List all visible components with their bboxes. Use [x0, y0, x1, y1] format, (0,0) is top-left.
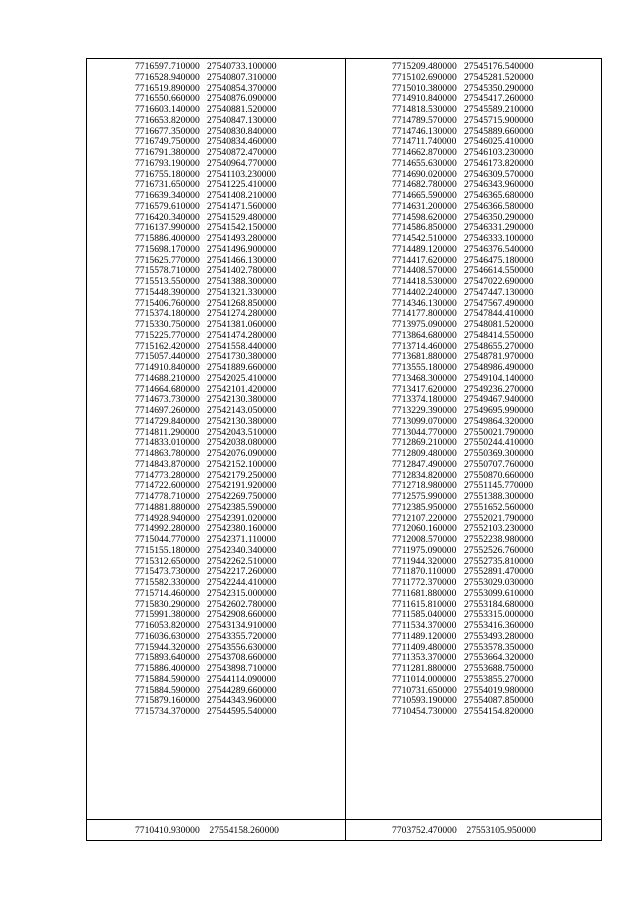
x-coordinate: 7715225.770000	[135, 329, 200, 341]
y-coordinate: 27541381.060000	[207, 319, 277, 330]
y-coordinate: 27542217.260000	[207, 566, 277, 578]
x-coordinate: 7715886.400000	[135, 663, 200, 674]
x-coordinate: 7714665.590000	[392, 190, 457, 201]
x-coordinate: 7714688.210000	[135, 372, 200, 384]
x-coordinate: 7713044.770000	[392, 426, 457, 438]
y-coordinate: 27547567.490000	[464, 297, 534, 309]
y-coordinate: 27542043.510000	[207, 426, 277, 438]
x-coordinate: 7714664.680000	[135, 383, 200, 395]
x-coordinate: 7715991.380000	[135, 609, 200, 621]
y-coordinate: 27542152.100000	[207, 458, 277, 470]
x-coordinate: 7715044.770000	[135, 534, 200, 545]
y-coordinate: 27548781.970000	[464, 351, 534, 363]
x-coordinate: 7714346.130000	[392, 297, 457, 309]
y-coordinate: 27551145.770000	[464, 480, 534, 492]
x-coordinate: 7716528.940000	[135, 71, 200, 83]
y-coordinate: 27552021.790000	[464, 512, 534, 524]
x-coordinate: 7716749.750000	[135, 136, 200, 148]
x-coordinate: 7716677.350000	[135, 125, 200, 137]
coordinate-row	[392, 589, 534, 600]
x-coordinate: 7715944.320000	[135, 641, 200, 653]
x-coordinate: 7714690.020000	[392, 168, 457, 180]
x-coordinate: 7713714.460000	[392, 340, 457, 352]
x-coordinate: 7716755.180000	[135, 168, 200, 180]
y-coordinate: 27552735.810000	[464, 555, 534, 567]
x-coordinate: 7716519.890000	[135, 82, 200, 94]
x-coordinate: 7716036.630000	[135, 630, 200, 642]
x-coordinate: 7714746.130000	[392, 125, 457, 137]
x-coordinate: 7715698.170000	[135, 243, 200, 255]
y-coordinate: 27541225.410000	[207, 179, 277, 191]
coordinate-row	[135, 73, 277, 84]
x-coordinate: 7714417.620000	[392, 254, 457, 266]
x-coordinate: 7716791.380000	[135, 147, 200, 158]
coordinate-row	[135, 632, 277, 643]
coordinate-row	[392, 632, 534, 643]
y-coordinate: 27542380.160000	[207, 523, 277, 535]
coordinate-row	[392, 546, 534, 557]
x-coordinate: 7713468.300000	[392, 372, 457, 384]
x-coordinate: 7710454.730000	[392, 706, 457, 717]
y-coordinate: 27542038.080000	[207, 437, 277, 449]
coordinate-row	[135, 417, 277, 428]
x-coordinate: 7714418.530000	[392, 276, 457, 287]
y-coordinate: 27542908.660000	[207, 609, 277, 621]
y-coordinate: 27542101.420000	[207, 383, 277, 395]
y-coordinate: 27547022.690000	[464, 276, 534, 287]
x-coordinate: 7715886.400000	[135, 233, 200, 244]
x-coordinate: 7712060.160000	[392, 523, 457, 535]
footer-right-x: 7703752.470000	[392, 825, 457, 836]
y-coordinate: 27546173.820000	[464, 157, 534, 169]
x-coordinate: 7715448.390000	[135, 286, 200, 298]
x-coordinate: 7716053.820000	[135, 620, 200, 631]
y-coordinate: 27541529.480000	[207, 211, 277, 223]
x-coordinate: 7714402.240000	[392, 286, 457, 298]
x-coordinate: 7714811.290000	[135, 426, 200, 438]
y-coordinate: 27541321.330000	[207, 286, 277, 298]
y-coordinate: 27542340.340000	[207, 544, 277, 556]
x-coordinate: 7713417.620000	[392, 383, 457, 395]
x-coordinate: 7714722.600000	[135, 480, 200, 492]
y-coordinate: 27552891.470000	[464, 566, 534, 578]
x-coordinate: 7714833.010000	[135, 437, 200, 449]
y-coordinate: 27546366.580000	[464, 200, 534, 212]
x-coordinate: 7714843.870000	[135, 458, 200, 470]
x-coordinate: 7715625.770000	[135, 254, 200, 266]
coordinate-row	[392, 460, 534, 471]
y-coordinate: 27552103.230000	[464, 523, 534, 535]
x-coordinate: 7711585.040000	[392, 609, 457, 621]
y-coordinate: 27541493.280000	[207, 233, 277, 244]
footer-left-x: 7710410.930000	[135, 825, 200, 836]
y-coordinate: 27542130.380000	[207, 415, 277, 427]
x-coordinate: 7710731.650000	[392, 684, 457, 696]
y-coordinate: 27545589.210000	[464, 104, 534, 115]
y-coordinate: 27549104.140000	[464, 372, 534, 384]
y-coordinate: 27542179.250000	[207, 469, 277, 481]
left-coordinate-column	[135, 62, 277, 718]
x-coordinate: 7716793.190000	[135, 157, 200, 169]
y-coordinate: 27548081.520000	[464, 319, 534, 330]
x-coordinate: 7711975.090000	[392, 544, 457, 556]
x-coordinate: 7711681.880000	[392, 587, 457, 599]
y-coordinate: 27545715.900000	[464, 114, 534, 126]
x-coordinate: 7714910.840000	[135, 362, 200, 373]
footer-right-y: 27553105.950000	[466, 825, 536, 836]
x-coordinate: 7714177.800000	[392, 308, 457, 320]
y-coordinate: 27546025.410000	[464, 136, 534, 148]
y-coordinate: 27542130.380000	[207, 394, 277, 406]
x-coordinate: 7714863.780000	[135, 448, 200, 459]
x-coordinate: 7716597.710000	[135, 61, 200, 72]
y-coordinate: 27544289.660000	[207, 684, 277, 696]
x-coordinate: 7714773.280000	[135, 469, 200, 481]
y-coordinate: 27542385.590000	[207, 501, 277, 513]
coordinate-row	[392, 73, 534, 84]
x-coordinate: 7711014.000000	[392, 673, 457, 685]
coordinate-row	[135, 331, 277, 342]
x-coordinate: 7714586.850000	[392, 222, 457, 234]
y-coordinate: 27543708.660000	[207, 652, 277, 664]
y-coordinate: 27543556.630000	[207, 641, 277, 653]
x-coordinate: 7715893.640000	[135, 652, 200, 664]
x-coordinate: 7711409.480000	[392, 641, 457, 653]
y-coordinate: 27553416.360000	[464, 620, 534, 631]
x-coordinate: 7715513.550000	[135, 276, 200, 287]
y-coordinate: 27546614.550000	[464, 265, 534, 277]
y-coordinate: 27541471.560000	[207, 200, 277, 212]
y-coordinate: 27542602.780000	[207, 598, 277, 610]
y-coordinate: 27546309.570000	[464, 168, 534, 180]
y-coordinate: 27546333.100000	[464, 233, 534, 244]
footer-left-y: 27554158.260000	[209, 825, 279, 836]
coordinate-row	[135, 589, 277, 600]
x-coordinate: 7714711.740000	[392, 136, 457, 148]
y-coordinate: 27545889.660000	[464, 125, 534, 137]
y-coordinate: 27540847.130000	[207, 114, 277, 126]
y-coordinate: 27543898.710000	[207, 663, 277, 674]
x-coordinate: 7713099.070000	[392, 415, 457, 427]
x-coordinate: 7712834.820000	[392, 469, 457, 481]
y-coordinate: 27540834.460000	[207, 136, 277, 148]
y-coordinate: 27540854.370000	[207, 82, 277, 94]
y-coordinate: 27549695.990000	[464, 405, 534, 416]
y-coordinate: 27549467.940000	[464, 394, 534, 406]
x-coordinate: 7714542.510000	[392, 233, 457, 244]
y-coordinate: 27542076.090000	[207, 448, 277, 459]
x-coordinate: 7714881.880000	[135, 501, 200, 513]
x-coordinate: 7712107.220000	[392, 512, 457, 524]
coordinate-row	[392, 116, 534, 127]
x-coordinate: 7713864.680000	[392, 329, 457, 341]
y-coordinate: 27541542.150000	[207, 222, 277, 234]
y-coordinate: 27552526.760000	[464, 544, 534, 556]
coordinate-row	[392, 675, 534, 686]
x-coordinate: 7715162.420000	[135, 340, 200, 352]
y-coordinate: 27553578.350000	[464, 641, 534, 653]
x-coordinate: 7716420.340000	[135, 211, 200, 223]
y-coordinate: 27543134.910000	[207, 620, 277, 631]
x-coordinate: 7714673.730000	[135, 394, 200, 406]
x-coordinate: 7713975.090000	[392, 319, 457, 330]
coordinate-row	[392, 159, 534, 170]
x-coordinate: 7715582.330000	[135, 577, 200, 588]
coordinate-row	[135, 675, 277, 686]
y-coordinate: 27541408.210000	[207, 190, 277, 201]
x-coordinate: 7715312.650000	[135, 555, 200, 567]
y-coordinate: 27541402.780000	[207, 265, 277, 277]
y-coordinate: 27546350.290000	[464, 211, 534, 223]
x-coordinate: 7715209.480000	[392, 61, 457, 72]
y-coordinate: 27553184.680000	[464, 598, 534, 610]
y-coordinate: 27553315.000000	[464, 609, 534, 621]
coordinate-row	[135, 159, 277, 170]
y-coordinate: 27541274.280000	[207, 308, 277, 320]
x-coordinate: 7714408.570000	[392, 265, 457, 277]
x-coordinate: 7715473.730000	[135, 566, 200, 578]
y-coordinate: 27542371.110000	[207, 534, 277, 545]
coordinate-row	[135, 707, 277, 718]
x-coordinate: 7713229.390000	[392, 405, 457, 416]
x-coordinate: 7716653.820000	[135, 114, 200, 126]
y-coordinate: 27550244.410000	[464, 437, 534, 449]
x-coordinate: 7711534.370000	[392, 620, 457, 631]
y-coordinate: 27541558.440000	[207, 340, 277, 352]
y-coordinate: 27542244.410000	[207, 577, 277, 588]
y-coordinate: 27540964.770000	[207, 157, 277, 169]
y-coordinate: 27553493.280000	[464, 630, 534, 642]
y-coordinate: 27541889.660000	[207, 362, 277, 373]
x-coordinate: 7716603.140000	[135, 104, 200, 115]
coordinate-row	[392, 417, 534, 428]
y-coordinate: 27541103.230000	[207, 168, 277, 180]
y-coordinate: 27553099.610000	[464, 587, 534, 599]
coordinate-row	[135, 546, 277, 557]
x-coordinate: 7715374.180000	[135, 308, 200, 320]
column-divider	[345, 59, 346, 840]
coordinate-row	[135, 503, 277, 514]
x-coordinate: 7713374.180000	[392, 394, 457, 406]
y-coordinate: 27542191.920000	[207, 480, 277, 492]
y-coordinate: 27547844.410000	[464, 308, 534, 320]
y-coordinate: 27549864.320000	[464, 415, 534, 427]
x-coordinate: 7715734.370000	[135, 706, 200, 717]
y-coordinate: 27548655.270000	[464, 340, 534, 352]
x-coordinate: 7716639.340000	[135, 190, 200, 201]
coordinate-row	[392, 331, 534, 342]
y-coordinate: 27543355.720000	[207, 630, 277, 642]
right-coordinate-column	[392, 62, 534, 718]
y-coordinate: 27541466.130000	[207, 254, 277, 266]
x-coordinate: 7712869.210000	[392, 437, 457, 449]
y-coordinate: 27552238.980000	[464, 534, 534, 545]
y-coordinate: 27553855.270000	[464, 673, 534, 685]
footer-left-row	[135, 825, 279, 836]
y-coordinate: 27550021.790000	[464, 426, 534, 438]
y-coordinate: 27550369.300000	[464, 448, 534, 459]
x-coordinate: 7715406.760000	[135, 297, 200, 309]
y-coordinate: 27542025.410000	[207, 372, 277, 384]
x-coordinate: 7714928.940000	[135, 512, 200, 524]
x-coordinate: 7715102.690000	[392, 71, 457, 83]
y-coordinate: 27542262.510000	[207, 555, 277, 567]
y-coordinate: 27550870.660000	[464, 469, 534, 481]
y-coordinate: 27547447.130000	[464, 286, 534, 298]
y-coordinate: 27545417.260000	[464, 93, 534, 105]
y-coordinate: 27540830.840000	[207, 125, 277, 137]
x-coordinate: 7715057.440000	[135, 351, 200, 363]
x-coordinate: 7711944.320000	[392, 555, 457, 567]
x-coordinate: 7712809.480000	[392, 448, 457, 459]
coordinate-row	[392, 245, 534, 256]
y-coordinate: 27541268.850000	[207, 297, 277, 309]
x-coordinate: 7711772.370000	[392, 577, 457, 588]
y-coordinate: 27548414.550000	[464, 329, 534, 341]
x-coordinate: 7714910.840000	[392, 93, 457, 105]
y-coordinate: 27551388.300000	[464, 491, 534, 502]
x-coordinate: 7714789.570000	[392, 114, 457, 126]
x-coordinate: 7715010.380000	[392, 82, 457, 94]
x-coordinate: 7715884.590000	[135, 673, 200, 685]
y-coordinate: 27554154.820000	[464, 706, 534, 717]
y-coordinate: 27540881.520000	[207, 104, 277, 115]
y-coordinate: 27542315.000000	[207, 587, 277, 599]
x-coordinate: 7711870.110000	[392, 566, 457, 578]
y-coordinate: 27542391.020000	[207, 512, 277, 524]
x-coordinate: 7714697.260000	[135, 405, 200, 416]
x-coordinate: 7712847.490000	[392, 458, 457, 470]
y-coordinate: 27544343.960000	[207, 695, 277, 707]
footer-divider	[87, 819, 601, 820]
y-coordinate: 27546343.960000	[464, 179, 534, 191]
x-coordinate: 7711281.880000	[392, 663, 457, 674]
y-coordinate: 27541730.380000	[207, 351, 277, 363]
x-coordinate: 7712008.570000	[392, 534, 457, 545]
x-coordinate: 7712718.980000	[392, 480, 457, 492]
x-coordinate: 7714662.870000	[392, 147, 457, 158]
x-coordinate: 7713681.880000	[392, 351, 457, 363]
y-coordinate: 27542269.750000	[207, 491, 277, 502]
x-coordinate: 7715884.590000	[135, 684, 200, 696]
coordinate-row	[135, 245, 277, 256]
y-coordinate: 27545281.520000	[464, 71, 534, 83]
coordinate-row	[392, 288, 534, 299]
x-coordinate: 7711489.120000	[392, 630, 457, 642]
x-coordinate: 7715330.750000	[135, 319, 200, 330]
y-coordinate: 27541388.300000	[207, 276, 277, 287]
x-coordinate: 7712575.990000	[392, 491, 457, 502]
x-coordinate: 7716137.990000	[135, 222, 200, 234]
y-coordinate: 27554087.850000	[464, 695, 534, 707]
y-coordinate: 27546475.180000	[464, 254, 534, 266]
y-coordinate: 27540807.310000	[207, 71, 277, 83]
x-coordinate: 7716579.610000	[135, 200, 200, 212]
y-coordinate: 27548986.490000	[464, 362, 534, 373]
footer-right-row	[392, 825, 536, 836]
x-coordinate: 7714631.200000	[392, 200, 457, 212]
x-coordinate: 7711353.370000	[392, 652, 457, 664]
coordinate-row	[392, 503, 534, 514]
x-coordinate: 7713555.180000	[392, 362, 457, 373]
x-coordinate: 7714818.530000	[392, 104, 457, 115]
y-coordinate: 27542143.050000	[207, 405, 277, 416]
coordinate-row	[392, 202, 534, 213]
y-coordinate: 27551652.560000	[464, 501, 534, 513]
coordinate-row	[135, 288, 277, 299]
y-coordinate: 27546365.680000	[464, 190, 534, 201]
y-coordinate: 27541496.900000	[207, 243, 277, 255]
y-coordinate: 27546103.230000	[464, 147, 534, 158]
y-coordinate: 27549236.270000	[464, 383, 534, 395]
y-coordinate: 27546331.290000	[464, 222, 534, 234]
x-coordinate: 7714682.780000	[392, 179, 457, 191]
x-coordinate: 7715830.290000	[135, 598, 200, 610]
y-coordinate: 27553664.320000	[464, 652, 534, 664]
coordinate-row	[392, 374, 534, 385]
y-coordinate: 27554019.980000	[464, 684, 534, 696]
x-coordinate: 7715578.710000	[135, 265, 200, 277]
y-coordinate: 27544114.090000	[207, 673, 277, 685]
y-coordinate: 27553029.030000	[464, 577, 534, 588]
coordinate-row	[392, 707, 534, 718]
coordinate-row	[135, 116, 277, 127]
x-coordinate: 7715155.180000	[135, 544, 200, 556]
x-coordinate: 7714778.710000	[135, 491, 200, 502]
coordinate-row	[135, 374, 277, 385]
y-coordinate: 27540733.100000	[207, 61, 277, 72]
x-coordinate: 7716550.660000	[135, 93, 200, 105]
y-coordinate: 27544595.540000	[207, 706, 277, 717]
x-coordinate: 7710593.190000	[392, 695, 457, 707]
x-coordinate: 7715879.160000	[135, 695, 200, 707]
y-coordinate: 27545350.290000	[464, 82, 534, 94]
x-coordinate: 7712385.950000	[392, 501, 457, 513]
y-coordinate: 27550707.760000	[464, 458, 534, 470]
x-coordinate: 7714992.280000	[135, 523, 200, 535]
y-coordinate: 27545176.540000	[464, 61, 534, 72]
coordinate-table	[86, 58, 602, 841]
x-coordinate: 7711615.810000	[392, 598, 457, 610]
y-coordinate: 27540876.090000	[207, 93, 277, 105]
x-coordinate: 7714655.630000	[392, 157, 457, 169]
x-coordinate: 7714489.120000	[392, 243, 457, 255]
x-coordinate: 7714598.620000	[392, 211, 457, 223]
coordinate-row	[135, 202, 277, 213]
x-coordinate: 7714729.840000	[135, 415, 200, 427]
y-coordinate: 27541474.280000	[207, 329, 277, 341]
x-coordinate: 7715714.460000	[135, 587, 200, 599]
y-coordinate: 27553688.750000	[464, 663, 534, 674]
y-coordinate: 27540872.470000	[207, 147, 277, 158]
x-coordinate: 7716731.650000	[135, 179, 200, 191]
coordinate-row	[135, 460, 277, 471]
y-coordinate: 27546376.540000	[464, 243, 534, 255]
